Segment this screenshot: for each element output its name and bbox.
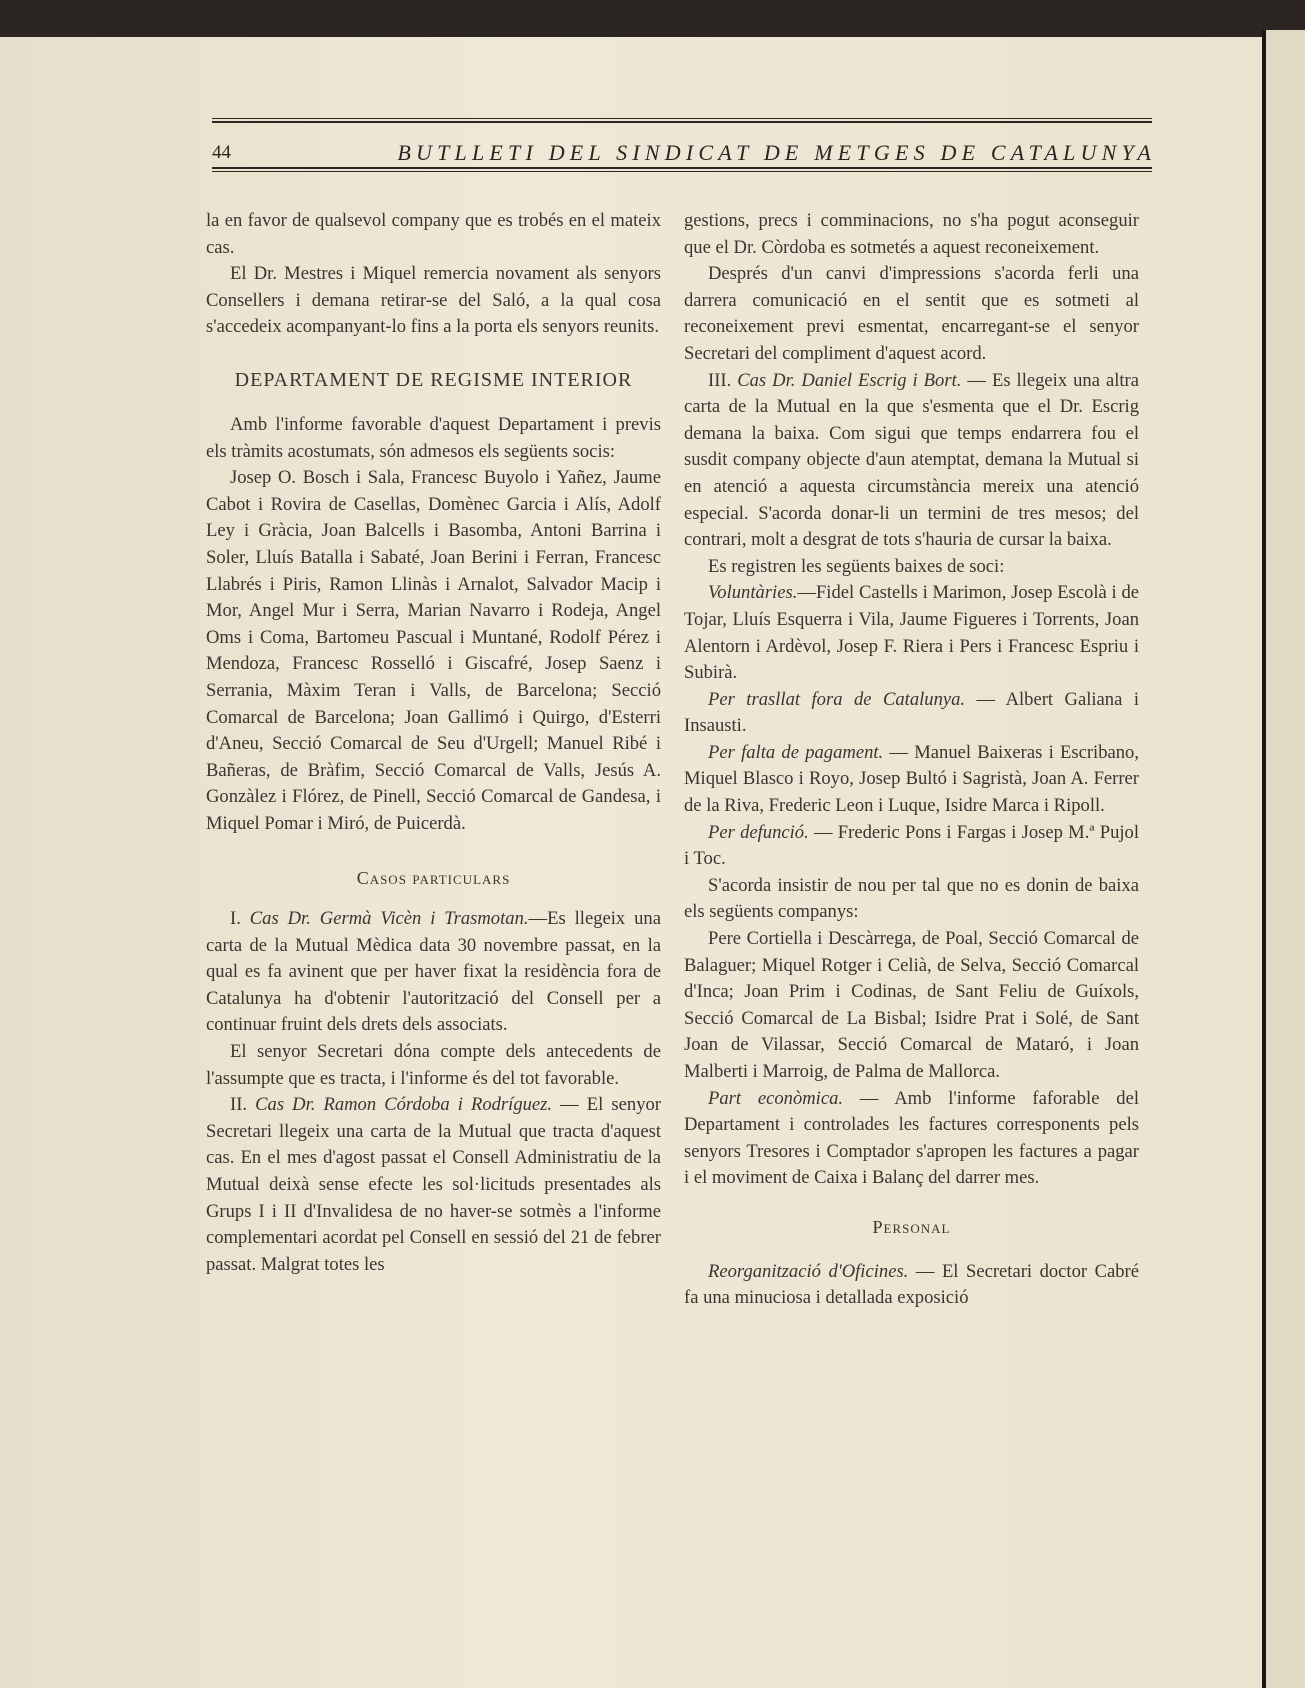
section-heading: DEPARTAMENT DE REGISME INTERIOR: [234, 368, 633, 391]
withdrawals-voluntary: Voluntàries.—Fidel Castells i Marimon, Josep Escolà i de Tojar, Lluís Esquerra i Vila, Jaume Figueres i Torrents, Joan Alentorn i Ardèvol, Josep F. Riera i Pers i Francesc Espriu i Subirà.: [684, 582, 1139, 684]
case-title: Cas Dr. Ramon Córdoba i Rodríguez.: [255, 1094, 553, 1116]
paragraph: Amb l'informe favorable d'aquest Departament i previs els tràmits acostumats, són admesos els següents socis:: [206, 413, 661, 462]
header-rule-top: [212, 118, 1152, 125]
case-title: Cas Dr. Germà Vicèn i Trasmotan.: [249, 908, 529, 930]
case-paragraph: II. Cas Dr. Ramon Córdoba i Rodríguez. — El senyor Secretari llegeix una carta de la Mutual que tracta d'aquest cas. En el mes d'agost passat el Consell Administratiu de la Mutual deixà sense efecte les sol·licituds presentades als Grups I i II d'Invalidesa de no haver-se sotmès a l'informe complementari acordat pel Consell en sessió del 21 de febrer passat. Malgrat totes les: [206, 1094, 661, 1275]
withdrawals-transfer: Per trasllat fora de Catalunya. — Albert Galiana i Insausti.: [684, 688, 1139, 737]
withdrawals-nonpayment: Per falta de pagament. — Manuel Baixeras i Escribano, Miquel Blasco i Royo, Josep Bultó i Sagristà, Joan A. Ferrer de la Riva, Frederic Leon i Luque, Isidre Marca i Ripoll.: [684, 741, 1139, 817]
adjacent-page-edge: [1266, 30, 1305, 1688]
paragraph: Es registren les següents baixes de soci:: [708, 555, 1005, 577]
running-header: [212, 136, 1156, 170]
admitted-members-list: Josep O. Bosch i Sala, Francesc Buyolo i Yañez, Jaume Cabot i Rovira de Casellas, Domènec Garcia i Alís, Adolf Ley i Gràcia, Joan Balcells i Basomba, Antoni Barrina i Soler, Lluís Batalla i Sabaté, Joan Berini i Ferran, Francesc Llabrés i Piris, Ramon Llinàs i Arnalot, Salvador Macip i Mor, Angel Mur i Serra, Marian Navarro i Rodeja, Angel Oms i Coma, Bartomeu Pascual i Muntané, Rodolf Pérez i Mendoza, Francesc Rosselló i Giscafré, Josep Saenz i Serrania, Màxim Teran i Valls, de Barcelona; Secció Comarcal de Barcelona; Joan Gallimó i Quirgo, d'Esterri d'Aneu, Secció Comarcal de Seu d'Urgell; Manuel Ribé i Bañeras, de Bràfim, Secció Comarcal de Valls, Jesús A. Gonzàlez i Flórez, de Pinell, Secció Comarcal de Gandesa, i Miquel Pomar i Miró, de Puicerdà.: [206, 467, 661, 834]
reorganization-paragraph: Reorganització d'Oficines. — El Secretari doctor Cabré fa una minuciosa i detallada exposició: [684, 1260, 1139, 1309]
paragraph: El Dr. Mestres i Miquel remercia novament als senyors Consellers i demana retirar-se del Saló, a la qual cosa s'accedeix acompanyant-lo fins a la porta els senyors reunits.: [206, 263, 661, 338]
paragraph: la en favor de qualsevol company que es trobés en el mateix cas.: [206, 210, 661, 258]
paragraph: El senyor Secretari dóna compte dels antecedents de l'assumpte que es tracta, i l'informe és del tot favorable.: [206, 1041, 661, 1089]
subsection-heading: Casos particulars: [356, 868, 511, 889]
paragraph: S'acorda insistir de nou per tal que no es donin de baixa els següents companys:: [684, 874, 1139, 923]
economic-paragraph: Part econòmica. — Amb l'informe faforable del Departament i controlades les factures corresponents pels senyors Tresores i Comptador s'apropen les factures a pagar i el moviment de Caixa i Balanç del darrer mes.: [684, 1087, 1139, 1189]
page-number: 44: [212, 142, 231, 163]
paragraph: Pere Cortiella i Descàrrega, de Poal, Secció Comarcal de Balaguer; Miquel Rotger i Celià, de Selva, Secció Comarcal d'Inca; Joan Prim i Codinas, de Sant Feliu de Guíxols, Secció Comarcal de La Bisbal; Isidre Prat i Solé, de Sant Joan de Vilassar, Secció Comarcal de Mataró, i Joan Malberti i Marroig, de Palma de Mallorca.: [684, 928, 1139, 1082]
paragraph: gestions, precs i comminacions, no s'ha pogut aconseguir que el Dr. Còrdoba es sotmetés a aquest reconeixement.: [684, 210, 1139, 258]
left-column: [206, 208, 661, 1278]
case-paragraph: III. Cas Dr. Daniel Escrig i Bort. — Es llegeix una altra carta de la Mutual en la que s'esmenta que el Dr. Escrig demana la baixa. Com sigui que temps endarrera fou el susdit company objecte d'aun atemptat, demana la Mutual si en atenció a aquesta circumstància mereix una atenció especial. S'acorda donar-li un termini de tres mesos; del contrari, molt a desgrat de tots s'hauria de cursar la baixa.: [684, 369, 1139, 551]
case-title: Cas Dr. Daniel Escrig i Bort.: [737, 369, 962, 391]
paragraph: Després d'un canvi d'impressions s'acorda ferli una darrera comunicació en el sentit que es sotmeti al reconeixement previ esmentat, encarregant-se el senyor Secretari del compliment d'aquest acord.: [684, 263, 1139, 364]
running-title: BUTLLETI DEL SINDICAT DE METGES DE CATALUNYA: [397, 140, 1156, 165]
right-column: [684, 208, 1139, 1312]
withdrawals-death: Per defunció. — Frederic Pons i Fargas i Josep M.ª Pujol i Toc.: [684, 821, 1139, 870]
case-paragraph: I. Cas Dr. Germà Vicèn i Trasmotan.—Es llegeix una carta de la Mutual Mèdica data 30 novembre passat, en la qual es fa avinent que per haver fixat la residència fora de Catalunya ha d'obtenir l'autorització del Consell per a continuar fruint dels drets dels associats.: [206, 908, 661, 1036]
header-rule-bottom: [212, 167, 1152, 174]
subsection-heading: Personal: [872, 1216, 951, 1237]
